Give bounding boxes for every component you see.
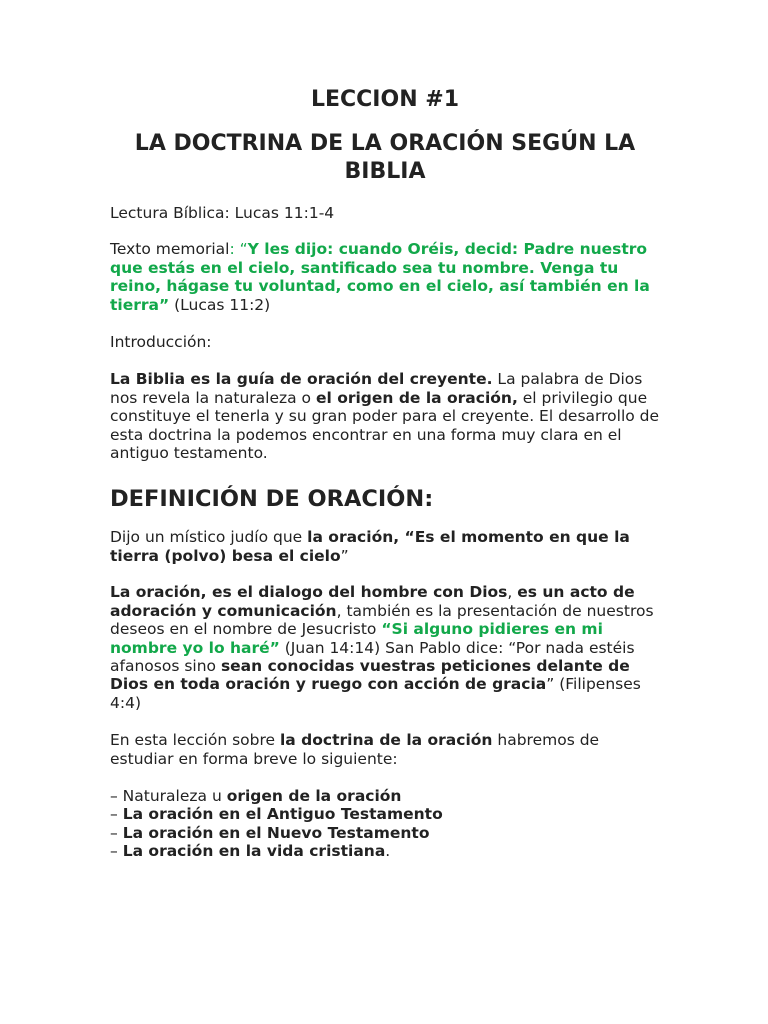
list-item xyxy=(110,824,660,842)
dialogo-bold-3: sean conocidas vuestras peticiones delante de Dios en toda oración y ruego con acción de gracia xyxy=(110,656,630,694)
texto-memorial-reference: (Lucas 11:2) xyxy=(169,295,271,314)
list-item-bold: origen de la oración xyxy=(226,786,402,805)
texto-memorial-quote-open: “ xyxy=(234,240,248,259)
parrafo-biblia-text-2: el privilegio que constituye el tenerla y su gran poder para el creyente. El desarrollo de esta doctrina la podemos encontrar en una forma muy clara en el antiguo testamento. xyxy=(110,388,660,463)
parrafo-dialogo xyxy=(110,583,660,712)
lesson-number: LECCION #1 xyxy=(310,87,460,112)
introduccion-label: Introducción: xyxy=(110,333,212,352)
parrafo-biblia-text-1: La palabra de Dios nos revela la naturaleza o xyxy=(110,370,643,407)
list-item-bold: La oración en la vida cristiana xyxy=(122,842,386,861)
leccion-text-2: habremos de estudiar en forma breve lo siguiente: xyxy=(110,731,600,768)
dialogo-bold-1: La oración, es el dialogo del hombre con Dios xyxy=(110,583,508,602)
texto-memorial-quote-close: ” xyxy=(158,295,170,314)
texto-memorial xyxy=(110,240,660,314)
lectura-biblica: Lectura Bíblica: Lucas 11:1-4 xyxy=(110,204,335,222)
list-item-prefix: – xyxy=(110,823,123,842)
texto-memorial-quote: Y les dijo: cuando Oréis, decid: Padre nuestro que estás en el cielo, santificado sea tu nombre. Venga tu reino, hágase tu voluntad, como en el cielo, así también en la tierra xyxy=(110,240,650,314)
definicion-heading: DEFINICIÓN DE ORACIÓN: xyxy=(110,486,434,513)
dialogo-text-2: , también es la presentación de nuestros deseos en el nombre de Jesucristo xyxy=(110,601,654,639)
list-item-bold: La oración en el Antiguo Testamento xyxy=(122,805,443,824)
dialogo-text-1: , xyxy=(507,583,518,602)
dialogo-bold-2: es un acto de adoración y comunicación xyxy=(110,583,635,620)
list-item-bold: La oración en el Nuevo Testamento xyxy=(122,823,430,842)
parrafo-biblia-bold-1: La Biblia es la guía de oración del creyente. xyxy=(110,370,493,389)
parrafo-biblia xyxy=(110,370,660,462)
leccion-text-1: En esta lección sobre xyxy=(110,731,280,750)
dialogo-green-quote: “Si alguno pidieres en mi nombre yo lo haré” xyxy=(110,620,603,657)
parrafo-mistico xyxy=(110,528,660,565)
mistico-text-1: Dijo un místico judío que xyxy=(110,528,308,547)
list-item-suffix: . xyxy=(385,842,391,861)
dialogo-text-3: (Juan 14:14) San Pablo dice: “Por nada estéis afanosos sino xyxy=(110,638,635,675)
texto-memorial-colon: : xyxy=(229,240,235,259)
texto-memorial-label: Texto memorial xyxy=(110,240,230,259)
list-item xyxy=(110,805,660,823)
list-item xyxy=(110,842,660,860)
list-item-prefix: – xyxy=(110,842,123,861)
list-item-prefix: – xyxy=(110,805,123,824)
mistico-bold-1: la oración, “Es el momento en que la tierra (polvo) besa el cielo xyxy=(110,528,630,565)
temas-list xyxy=(110,787,660,861)
list-item-prefix: – Naturaleza u xyxy=(110,786,227,805)
dialogo-text-4: ” (Filipenses 4:4) xyxy=(110,675,641,712)
mistico-text-2: ” xyxy=(340,546,349,565)
parrafo-leccion xyxy=(110,731,660,768)
list-item xyxy=(110,787,660,805)
parrafo-biblia-bold-2: el origen de la oración, xyxy=(315,388,518,407)
lesson-title: LA DOCTRINA DE LA ORACIÓN SEGÚN LA BIBLIA xyxy=(134,131,636,184)
leccion-bold-1: la doctrina de la oración xyxy=(279,731,493,750)
